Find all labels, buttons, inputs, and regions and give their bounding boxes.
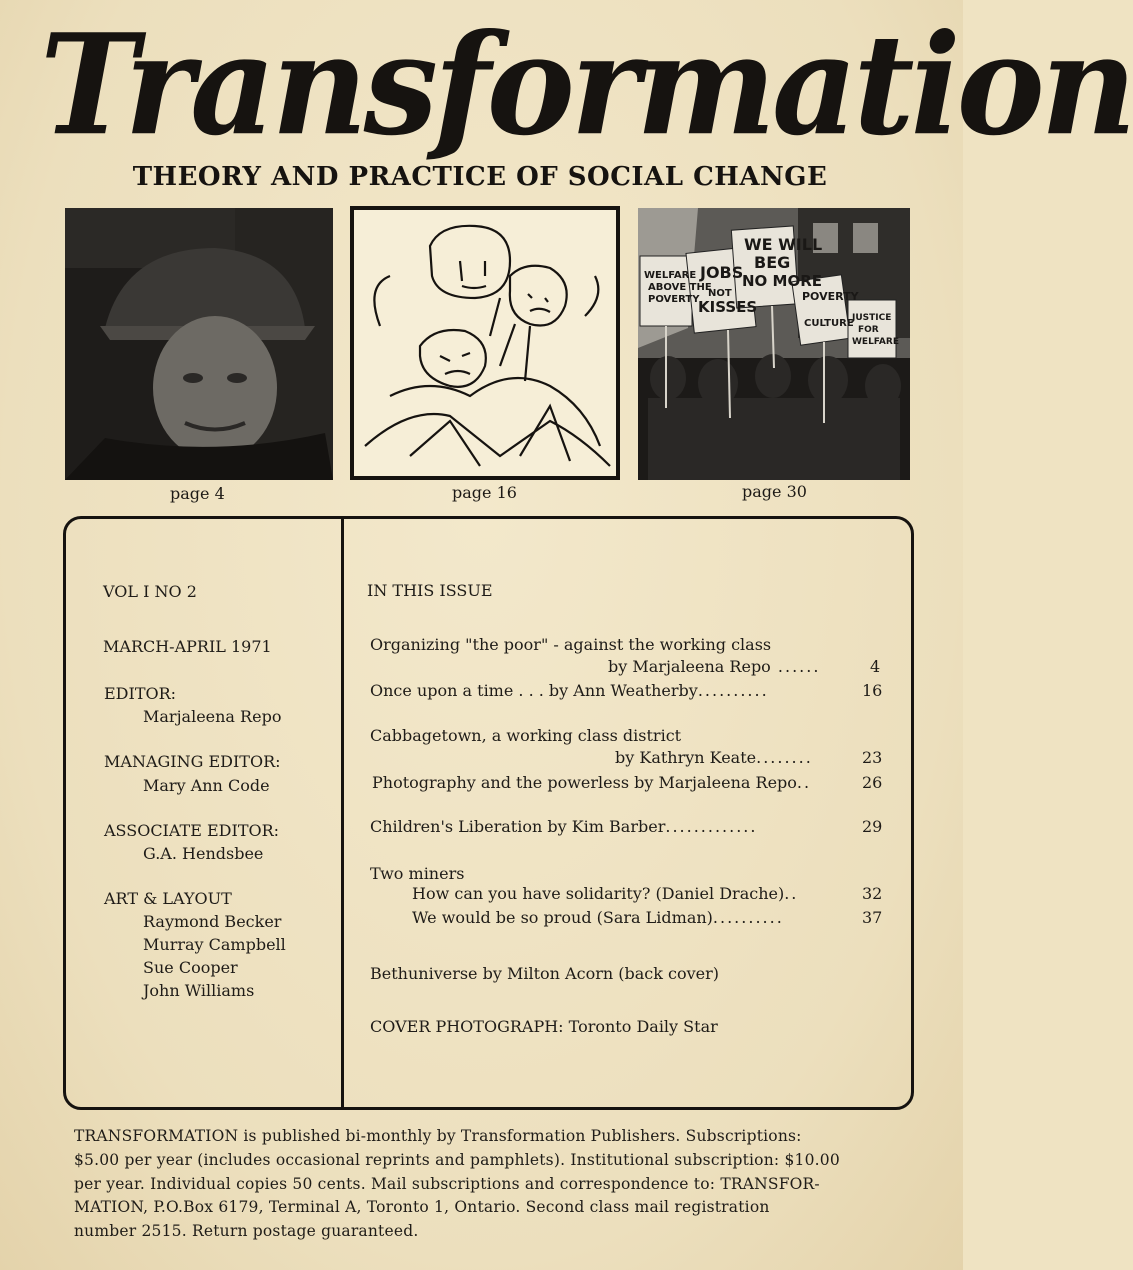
page-number: 16 — [862, 681, 883, 700]
miner-photo — [65, 208, 333, 480]
art-staff-name: Raymond Becker — [143, 912, 282, 931]
svg-text:JOBS: JOBS — [700, 263, 744, 282]
svg-text:POVERTY: POVERTY — [802, 290, 859, 303]
leader-dots: .......... — [712, 908, 784, 927]
svg-text:ABOVE THE: ABOVE THE — [648, 282, 712, 293]
article-title-text: Once upon a time . . . by Ann Weatherby — [370, 681, 698, 700]
article-title — [370, 681, 769, 700]
article-title-text: How can you have solidarity? (Daniel Drache) — [412, 884, 785, 903]
associate-editor-name: G.A. Hendsbee — [143, 844, 264, 863]
page-number: 32 — [862, 884, 883, 903]
notice-line: TRANSFORMATION is published bi-monthly by Transformation Publishers. Subscriptions: — [74, 1127, 802, 1145]
art-staff-name: Murray Campbell — [143, 935, 286, 954]
art-staff-name: Sue Cooper — [143, 958, 238, 977]
masthead-title: Transformation — [40, 4, 1133, 167]
photo-caption-2: page 16 — [452, 483, 517, 502]
leader-dots: .......... — [697, 681, 769, 700]
issue-number: VOL I NO 2 — [103, 582, 197, 601]
svg-text:WELFARE: WELFARE — [644, 270, 697, 281]
notice-line: number 2515. Return postage guaranteed. — [74, 1222, 419, 1241]
article-author — [615, 748, 813, 767]
contents-heading: IN THIS ISSUE — [367, 581, 493, 600]
issue-date: MARCH-APRIL 1971 — [103, 637, 272, 656]
editor-label: EDITOR: — [104, 684, 177, 703]
article-title — [412, 908, 784, 927]
photo-caption-1: page 4 — [170, 484, 225, 503]
managing-editor-label: MANAGING EDITOR: — [104, 752, 281, 771]
article-title — [370, 817, 757, 836]
article-title-text: Photography and the powerless by Marjaleena Repo — [372, 773, 797, 792]
article-title-text: Children's Liberation by Kim Barber — [370, 817, 666, 836]
tagline: THEORY AND PRACTICE OF SOCIAL CHANGE — [132, 162, 828, 192]
page-number: 23 — [862, 748, 883, 767]
leader-dots: ...... — [770, 657, 821, 676]
children-drawing — [350, 206, 620, 480]
associate-editor-label: ASSOCIATE EDITOR: — [104, 821, 280, 840]
svg-text:KISSES: KISSES — [698, 298, 758, 316]
article-title: Bethuniverse by Milton Acorn (back cover) — [370, 964, 719, 983]
svg-text:BEG: BEG — [754, 253, 791, 272]
article-title: Cabbagetown, a working class district — [370, 726, 682, 745]
article-author-text: by Marjaleena Repo — [608, 657, 771, 676]
leader-dots: .. — [784, 884, 799, 903]
svg-text:POVERTY: POVERTY — [648, 294, 700, 305]
leader-dots: .. — [796, 773, 812, 792]
page-number: 29 — [862, 817, 883, 836]
leader-dots: ............. — [665, 817, 758, 836]
page-number: 4 — [870, 657, 881, 676]
article-group-title: Two miners — [370, 864, 465, 883]
notice-line: $5.00 per year (includes occasional reprints and pamphlets). Institutional subscription: $10.00 — [74, 1150, 840, 1169]
page-number: 26 — [862, 773, 883, 792]
photo-caption-3: page 30 — [742, 482, 807, 501]
article-author — [608, 657, 820, 676]
publication-notice — [74, 1125, 936, 1244]
art-layout-label: ART & LAYOUT — [104, 889, 232, 908]
svg-text:NO MORE: NO MORE — [742, 272, 823, 290]
svg-text:WE WILL: WE WILL — [744, 235, 823, 254]
svg-text:WELFARE: WELFARE — [852, 337, 899, 347]
box-divider — [341, 518, 344, 1108]
svg-text:NOT: NOT — [708, 288, 732, 299]
notice-line: per year. Individual copies 50 cents. Mail subscriptions and correspondence to: TRANSFOR- — [74, 1174, 820, 1193]
protest-photo — [638, 208, 910, 480]
svg-text:CULTURE: CULTURE — [804, 318, 854, 329]
editor-name: Marjaleena Repo — [143, 707, 282, 726]
cover-credit: COVER PHOTOGRAPH: Toronto Daily Star — [370, 1017, 718, 1036]
article-author-text: by Kathryn Keate — [615, 748, 757, 767]
article-title — [412, 884, 798, 903]
notice-line: MATION, P.O.Box 6179, Terminal A, Toronto 1, Ontario. Second class mail registration — [74, 1198, 770, 1217]
managing-editor-name: Mary Ann Code — [143, 776, 270, 795]
art-staff-name: John Williams — [143, 981, 255, 1000]
svg-text:FOR: FOR — [858, 325, 879, 335]
leader-dots: ........ — [756, 748, 813, 767]
page-number: 37 — [862, 908, 883, 927]
article-title — [372, 773, 811, 792]
article-title: Organizing "the poor" - against the working class — [370, 635, 772, 654]
article-title-text: We would be so proud (Sara Lidman) — [412, 908, 713, 927]
svg-text:JUSTICE: JUSTICE — [852, 313, 892, 323]
